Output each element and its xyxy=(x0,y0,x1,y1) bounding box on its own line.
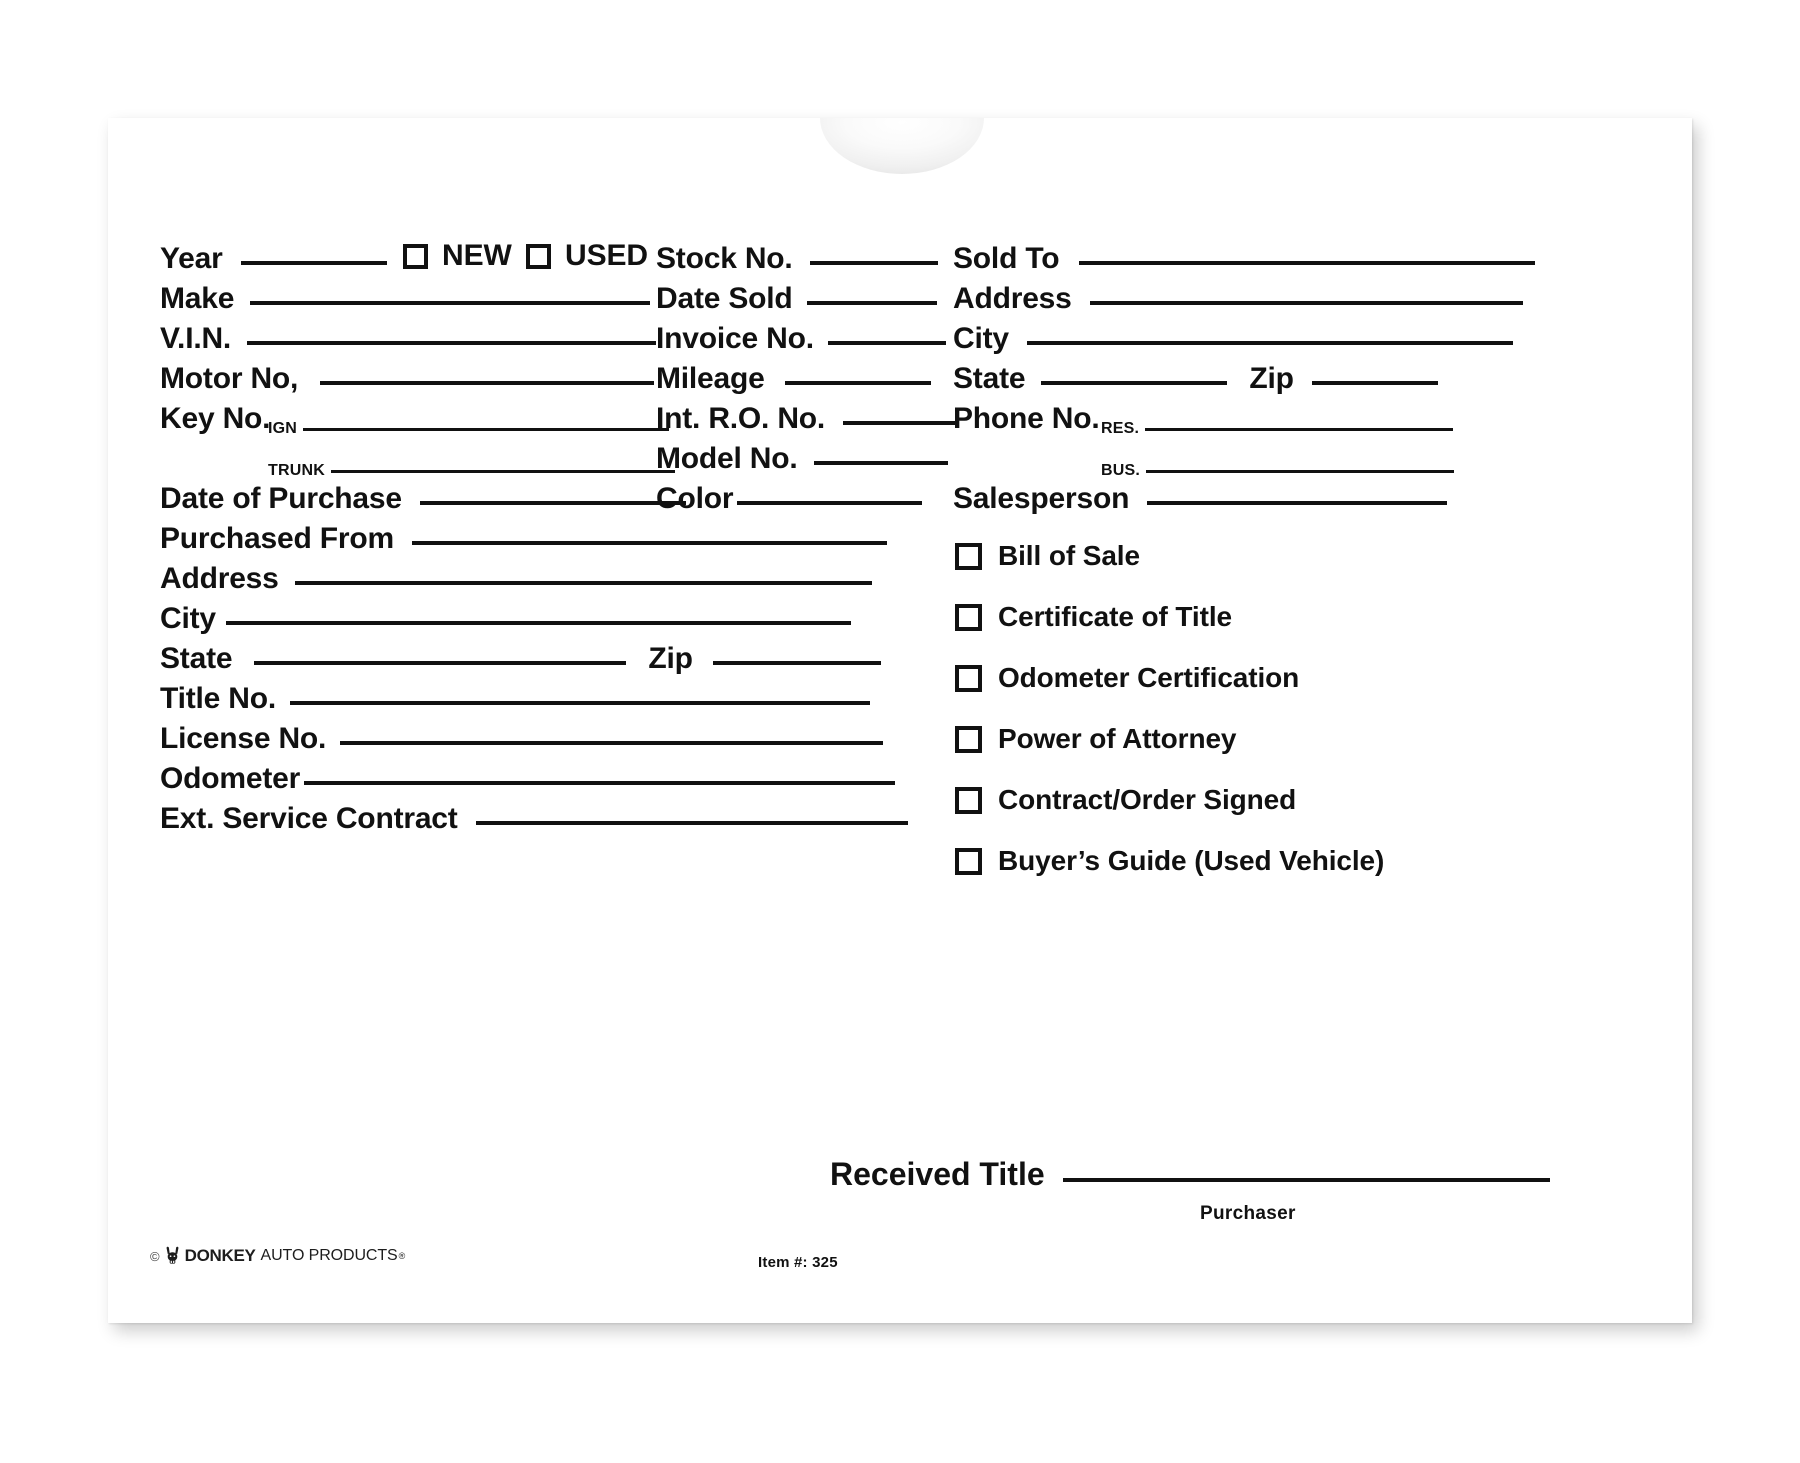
checkbox-new[interactable] xyxy=(403,239,512,272)
field-purchase-state-label: State xyxy=(160,642,233,675)
registered-trademark-symbol: ® xyxy=(398,1251,406,1261)
field-motor-no-input-line[interactable] xyxy=(320,381,654,385)
field-model-no-input-line[interactable] xyxy=(814,461,948,465)
copyright-symbol: © xyxy=(150,1248,160,1264)
field-title-no xyxy=(160,684,870,714)
field-purchased-from-label: Purchased From xyxy=(160,522,394,555)
field-license-no-label: License No. xyxy=(160,722,327,755)
field-phone-bus-label: BUS. xyxy=(1101,462,1141,479)
field-int-ro-no-input-line[interactable] xyxy=(843,421,955,425)
field-mileage xyxy=(656,364,931,394)
received-title-signature-line[interactable] xyxy=(1063,1178,1550,1182)
field-year xyxy=(160,244,387,274)
field-phone-bus-input-line[interactable] xyxy=(1146,470,1454,473)
field-odometer-input-line[interactable] xyxy=(304,781,895,785)
checkbox-used-label: USED xyxy=(565,239,648,272)
field-stock-no-label: Stock No. xyxy=(656,242,793,275)
field-title-no-label: Title No. xyxy=(160,682,276,715)
form-body xyxy=(108,118,1692,1323)
checklist-item-contract-order-signed[interactable] xyxy=(955,786,1296,814)
field-year-input-line[interactable] xyxy=(241,261,387,265)
item-number: Item #: 325 xyxy=(758,1254,838,1271)
checklist-item-odometer-certification-box[interactable] xyxy=(955,665,982,692)
field-invoice-no-label: Invoice No. xyxy=(656,322,814,355)
field-int-ro-no xyxy=(656,404,955,434)
field-motor-no xyxy=(160,364,654,394)
field-stock-no-input-line[interactable] xyxy=(810,261,938,265)
field-license-no-input-line[interactable] xyxy=(340,741,883,745)
field-purchased-from-input-line[interactable] xyxy=(412,541,887,545)
field-purchase-state xyxy=(160,644,881,674)
checklist-item-bill-of-sale[interactable] xyxy=(955,542,1140,570)
purchaser-caption: Purchaser xyxy=(1200,1203,1296,1224)
field-buyer-address-label: Address xyxy=(953,282,1072,315)
field-purchase-city-input-line[interactable] xyxy=(226,621,851,625)
field-purchase-state-input-line[interactable] xyxy=(254,661,626,665)
field-ext-service-contract-input-line[interactable] xyxy=(476,821,908,825)
field-phone-no xyxy=(953,404,1100,434)
field-color-input-line[interactable] xyxy=(737,501,922,505)
field-buyer-state-input-line[interactable] xyxy=(1041,381,1227,385)
field-purchase-city-label: City xyxy=(160,602,216,635)
field-salesperson-label: Salesperson xyxy=(953,482,1130,515)
field-model-no-label: Model No. xyxy=(656,442,798,475)
field-make-label: Make xyxy=(160,282,235,315)
field-invoice-no-input-line[interactable] xyxy=(828,341,946,345)
field-buyer-address-input-line[interactable] xyxy=(1090,301,1523,305)
checklist-item-certificate-of-title-box[interactable] xyxy=(955,604,982,631)
field-make-input-line[interactable] xyxy=(250,301,650,305)
checklist-item-power-of-attorney-label: Power of Attorney xyxy=(998,723,1237,754)
field-phone-res-input-line[interactable] xyxy=(1145,428,1453,431)
donkey-head-icon xyxy=(164,1246,181,1266)
field-license-no xyxy=(160,724,883,754)
field-title-no-input-line[interactable] xyxy=(290,701,870,705)
field-mileage-input-line[interactable] xyxy=(785,381,931,385)
field-key-trunk-input-line[interactable] xyxy=(331,470,675,473)
checklist-item-buyers-guide[interactable] xyxy=(955,847,1384,875)
field-key-ign xyxy=(268,414,669,444)
brand-name: DONKEY xyxy=(184,1246,256,1265)
field-buyer-state-label: State xyxy=(953,362,1026,395)
checklist-item-power-of-attorney[interactable] xyxy=(955,725,1236,753)
checklist-item-certificate-of-title-label: Certificate of Title xyxy=(998,601,1232,632)
field-buyer-zip-label: Zip xyxy=(1249,362,1294,395)
checklist-item-odometer-certification[interactable] xyxy=(955,664,1299,692)
brand-tagline: AUTO PRODUCTS xyxy=(260,1247,398,1264)
field-int-ro-no-label: Int. R.O. No. xyxy=(656,402,826,435)
field-salesperson-input-line[interactable] xyxy=(1147,501,1447,505)
field-buyer-state xyxy=(953,364,1438,394)
field-purchase-address-input-line[interactable] xyxy=(295,581,872,585)
deal-jacket-envelope xyxy=(108,118,1692,1323)
received-title-field xyxy=(830,1156,1550,1193)
field-purchased-from xyxy=(160,524,887,554)
field-buyer-city-label: City xyxy=(953,322,1009,355)
field-year-label: Year xyxy=(160,242,223,275)
field-odometer-label: Odometer xyxy=(160,762,301,795)
field-key-no-label: Key No. xyxy=(160,402,271,435)
field-sold-to-input-line[interactable] xyxy=(1079,261,1535,265)
field-phone-no-label: Phone No. xyxy=(953,402,1100,435)
field-invoice-no xyxy=(656,324,946,354)
field-purchase-address-label: Address xyxy=(160,562,279,595)
field-key-ign-label: IGN xyxy=(268,420,298,437)
field-color xyxy=(656,484,922,514)
received-title-label: Received Title xyxy=(830,1156,1045,1192)
checklist-item-power-of-attorney-box[interactable] xyxy=(955,726,982,753)
field-phone-res xyxy=(1101,414,1453,444)
field-stock-no xyxy=(656,244,938,274)
field-odometer xyxy=(160,764,895,794)
checklist-item-buyers-guide-label: Buyer’s Guide (Used Vehicle) xyxy=(998,845,1385,876)
field-date-sold-label: Date Sold xyxy=(656,282,793,315)
checkbox-used[interactable] xyxy=(526,239,648,272)
field-purchase-city xyxy=(160,604,851,634)
field-date-of-purchase-input-line[interactable] xyxy=(420,501,686,505)
checkbox-used-box[interactable] xyxy=(526,244,551,269)
field-ext-service-contract xyxy=(160,804,908,834)
field-model-no xyxy=(656,444,948,474)
field-purchase-zip-label: Zip xyxy=(648,642,693,675)
field-date-of-purchase xyxy=(160,484,686,514)
field-buyer-city xyxy=(953,324,1513,354)
checkbox-new-box[interactable] xyxy=(403,244,428,269)
field-date-sold-input-line[interactable] xyxy=(807,301,937,305)
field-sold-to-label: Sold To xyxy=(953,242,1060,275)
field-phone-bus xyxy=(1101,456,1454,486)
checklist-item-odometer-certification-label: Odometer Certification xyxy=(998,662,1300,693)
field-purchase-zip-input-line[interactable] xyxy=(713,661,881,665)
field-buyer-city-input-line[interactable] xyxy=(1027,341,1513,345)
field-color-label: Color xyxy=(656,482,734,515)
checkbox-new-label: NEW xyxy=(442,239,512,272)
checklist-item-contract-order-signed-label: Contract/Order Signed xyxy=(998,784,1297,815)
field-motor-no-label: Motor No, xyxy=(160,362,299,395)
checklist-item-bill-of-sale-label: Bill of Sale xyxy=(998,540,1140,571)
field-vin xyxy=(160,324,656,354)
field-buyer-zip-input-line[interactable] xyxy=(1312,381,1438,385)
field-ext-service-contract-label: Ext. Service Contract xyxy=(160,802,458,835)
checklist-item-bill-of-sale-box[interactable] xyxy=(955,543,982,570)
field-buyer-address xyxy=(953,284,1523,314)
field-date-sold xyxy=(656,284,937,314)
field-key-trunk-label: TRUNK xyxy=(268,462,325,479)
field-mileage-label: Mileage xyxy=(656,362,765,395)
field-key-ign-input-line[interactable] xyxy=(303,428,669,431)
checklist-item-buyers-guide-box[interactable] xyxy=(955,848,982,875)
field-vin-input-line[interactable] xyxy=(247,341,656,345)
field-purchase-address xyxy=(160,564,872,594)
checklist-item-certificate-of-title[interactable] xyxy=(955,603,1232,631)
field-key-no xyxy=(160,404,270,434)
field-make xyxy=(160,284,650,314)
field-date-of-purchase-label: Date of Purchase xyxy=(160,482,402,515)
field-sold-to xyxy=(953,244,1535,274)
field-salesperson xyxy=(953,484,1447,514)
field-vin-label: V.I.N. xyxy=(160,322,232,355)
checklist-item-contract-order-signed-box[interactable] xyxy=(955,787,982,814)
brand-logo xyxy=(150,1246,405,1266)
field-phone-res-label: RES. xyxy=(1101,420,1140,437)
